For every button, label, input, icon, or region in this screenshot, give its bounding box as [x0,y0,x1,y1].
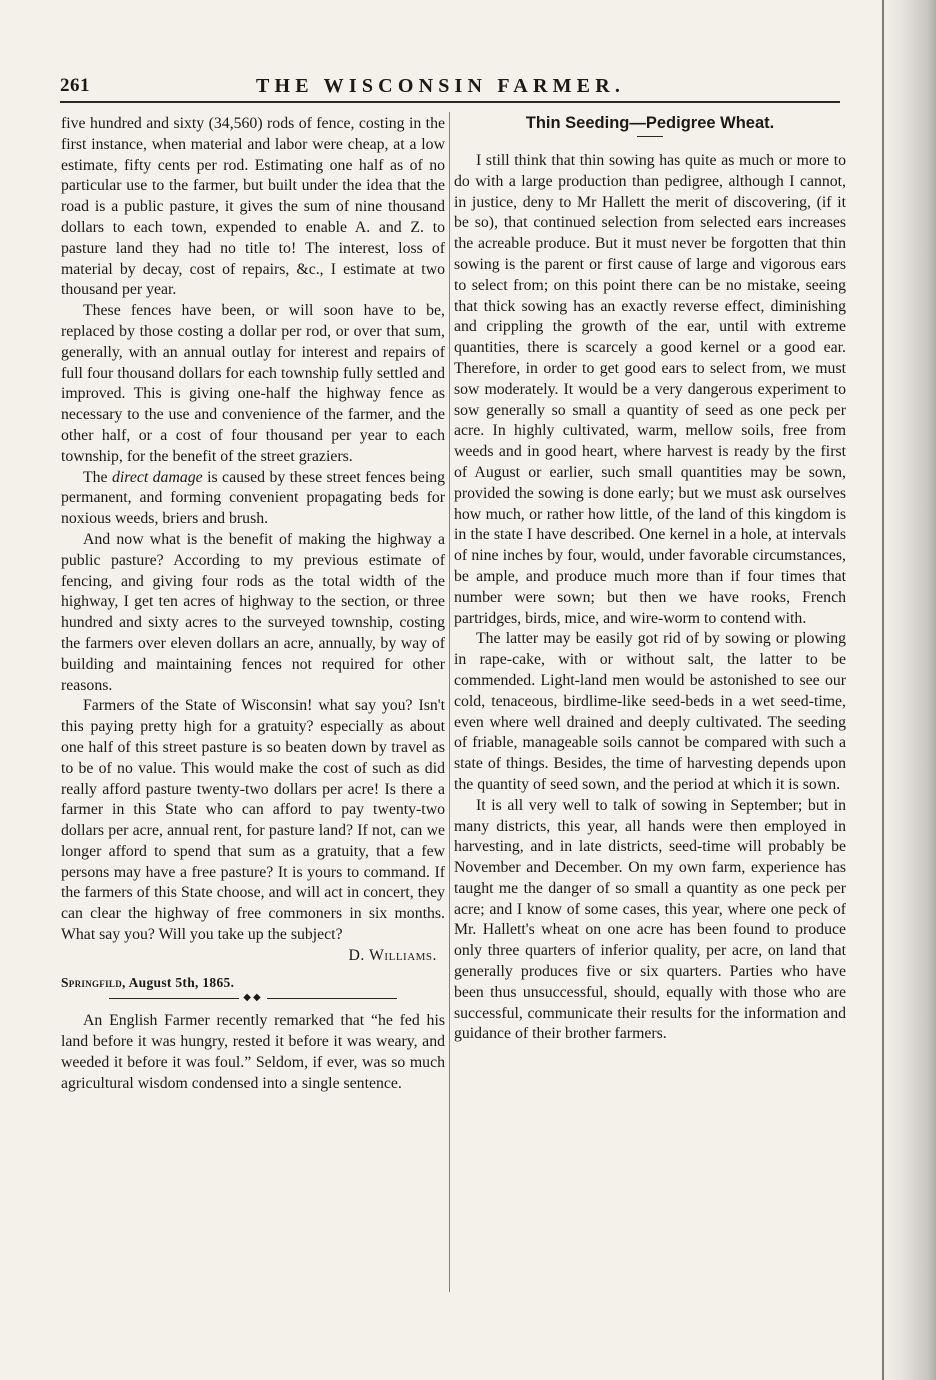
page-number: 261 [60,75,90,96]
column-rule [449,112,450,1292]
section-divider: ◆◆ [61,993,445,1003]
dateline-date: , August 5th, 1865. [122,974,235,990]
paragraph: five hundred and sixty (34,560) rods of fence, costing in the first instance, when material and labor were cheap, at a low estimate, fifty cents per rod. Estimating one half as of no particular use to the farmer, but built under the idea that the road is a public pasture, it gives the sum of nine thousand dollars to each town, expended to enable A. and Z. to pasture land they had no title to! The interest, loss of material by decay, cost of repairs, &c., I estimate at two thousand per year. [61,115,445,299]
page-edge-line [882,0,884,1380]
signature [61,946,445,967]
page-edge-shadow [878,0,936,1380]
running-title: THE WISCONSIN FARMER. [256,75,626,97]
page-header [60,73,850,103]
text-run: is caused by these street fences being permanent, and forming convenient propagating beds for noxious weeds, briers and brush. [61,468,446,528]
emphasis: direct damage [111,468,203,486]
paragraph: Farmers of the State of Wisconsin! what say you? Isn't this paying pretty high for a gratuity? especially as about one half of this street pasture is so beaten down by travel as to be of no value. This would make the cost of such as did really afford pasture twenty-two dollars per acre! Is there a farmer in this State who can afford to pay twenty-two dollars per acre, annual rent, for pasture land? If not, can we longer afford to spend that sum as a gratuity, that a few persons may have a free pasture? It is yours to command. If the farmers of this State choose, and will act in concert, they can clear the highway of free commoners in six months. What say you? Will you take up the subject? [61,697,445,944]
text-run: The [83,468,112,486]
right-column [454,114,846,1045]
paragraph-direct-damage [61,468,445,530]
article-title: Thin Seeding—Pedigree Wheat. [525,114,775,132]
paragraph: I still think that thin sowing has quite as much or more to do with a large production than pedigree, although I cannot, in justice, deny to Mr Hallett the merit of discovering, (if it be so), that continued selection from selected ears increases the acreable produce. But it must never be forgotten that thin sowing is the parent or first cause of large and vigorous ears to select from; on this point there can be no mistake, seeing that thick sowing has an exactly reverse effect, diminishing and crippling the growth of the ear, until with extreme quantities, there is scarcely a good kernel or a good ear. Therefore, in order to get good ears to select from, we must sow moderately. It would be a very dangerous experiment to sow generally so small a quantity of seed as one peck per acre. In highly cultivated, warm, mellow soils, free from weeds and in good heart, where harvest is ready by the first of August or earlier, such small quantities may be sown, provided the sowing is done early; but we must ask ourselves how much, or rather how little, of the land of this kingdom is in the state I have described. One kernel in a hole, at intervals of nine inches by four, would, under favorable circumstances, be ample, and produce much more than if four times that number were sown; but then we have rooks, French partridges, birds, mice, and wire-worm to contend with. [454,152,846,627]
paragraph: And now what is the benefit of making the highway a public pasture? According to my previous estimate of fencing, and giving four rods as the total width of the highway, I get ten acres of highway to the section, or three hundred and sixty acres to the surveyed township, costing the farmers over eleven dollars an acre, annually, by way of building and maintaining fences not required for other reasons. [61,530,445,694]
dateline-place: Springfild [61,974,123,990]
left-column [61,114,445,1095]
paragraph: It is all very well to talk of sowing in September; but in many districts, this year, all hands were then employed in harvesting, and in late districts, seed-time will probably be November and December. On my own farm, experience has taught me the danger of so small a quantity as one peck per acre; and I know of some cases, this year, where one peck of Mr. Hallett's wheat on one acre has been found to produce only three quarters of inferior quality, per acre, on land that generally produces five or six quarters. Parties who have been thus unsuccessful, should, equally with those who are successful, communicate their results for the information and guidance of their brother farmers. [454,796,846,1043]
author-name: D. Williams. [348,946,437,964]
header-rule [60,101,840,103]
paragraph-note: An English Farmer recently remarked that “he fed his land before it was hungry, rested it before it was weary, and weeded it before it was foul.” Seldom, if ever, was so much agricultural wisdom condensed into a single sentence. [61,1012,445,1092]
dateline [61,973,445,994]
paragraph: The latter may be easily got rid of by sowing or plowing in rape-cake, with or without salt, the latter to be commended. Light-land men would be astonished to see our cold, tenaceous, birdlime-like seed-beds in a wet seed-time, even where well drained and deeply cultivated. The seeding of friable, manageable soils cannot be compared with such a state of things. Besides, the time of harvesting depends upon the quantity of seed sown, and the period at which it is sown. [454,630,846,793]
title-rule [637,136,663,137]
paragraph: These fences have been, or will soon have to be, replaced by those costing a dollar per rod, or over that sum, generally, with an annual outlay for interest and repairs of full four thousand dollars for each township fully settled and improved. This is giving one-half the highway fence as necessary to the use and convenience of the farmer, and the other half, or a cost of four thousand per year to each township, for the benefit of the street graziers. [61,302,445,465]
